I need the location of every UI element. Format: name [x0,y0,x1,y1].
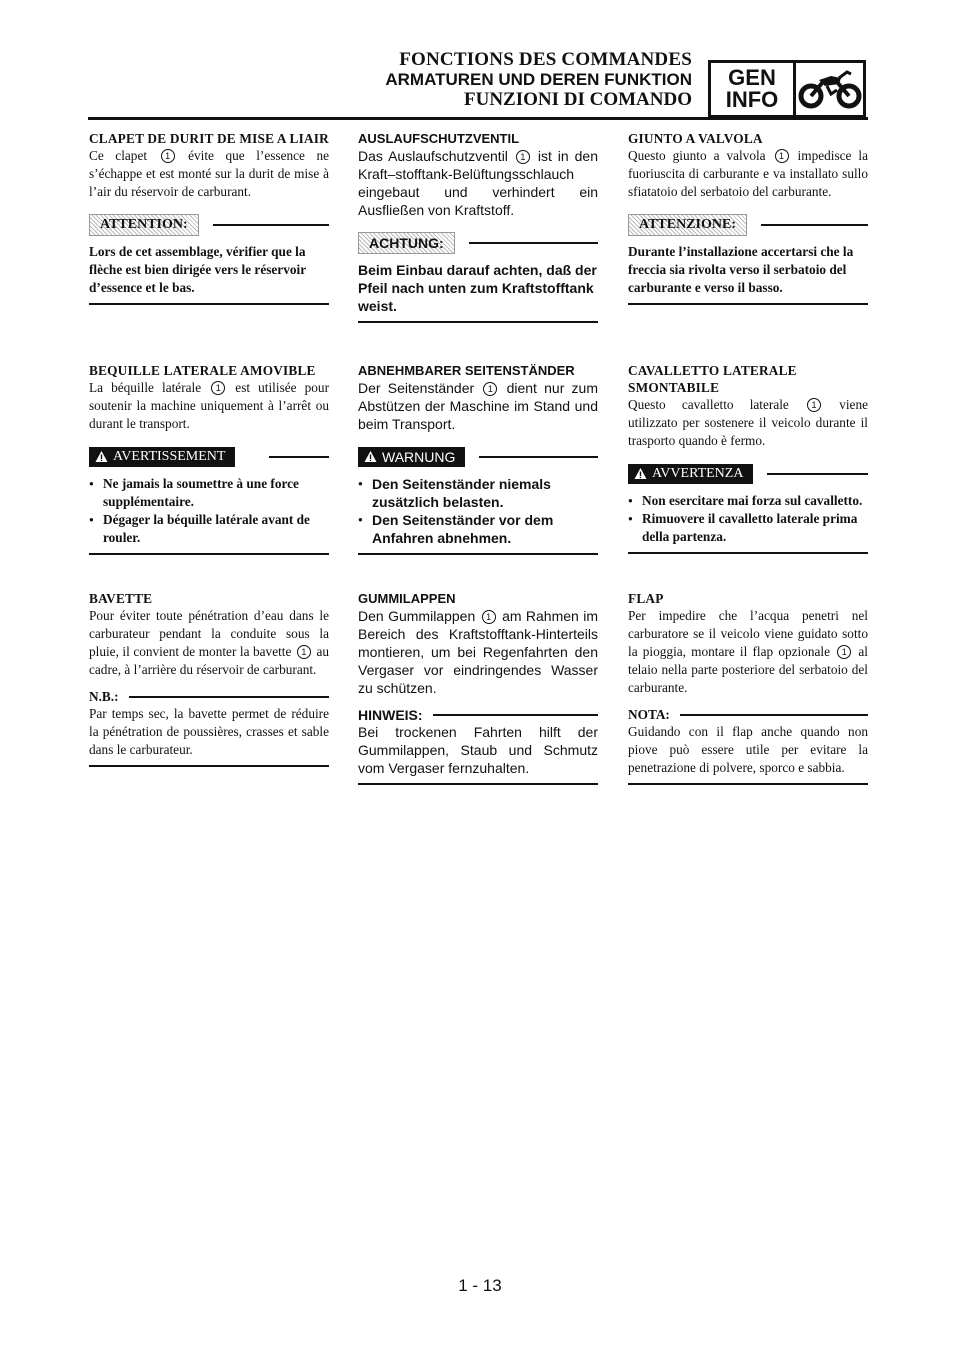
fr-s1-text: Ce clapet 1 évite que l’essence ne s’échappe et est monté sur la durit de mise à l’air du réservoir de carburant. [89,148,330,199]
de-s2-warning-list [358,475,598,555]
warning-triangle-icon [364,450,377,463]
it-s3-note-header [628,707,868,723]
badge-line1: GEN [728,65,776,90]
de-s2-bullet-2: ● Den Seitenständer vor dem Anfahren abnehmen. [358,511,598,547]
it-s3-note-text: Guidando con il flap anche quando non piove può essere utile per evitare la penetrazione di polvere, sporco e sabbia. [628,723,868,785]
warning-triangle-icon [634,467,647,480]
de-s1-warning-header [358,231,598,255]
de-achtung-label: ACHTUNG: [358,232,455,254]
de-section-seitenstaender [358,362,598,555]
de-s2-heading: ABNEHMBARER SEITENSTÄNDER [358,363,575,378]
de-hinweis-label: HINWEIS: [358,707,423,723]
de-section-ventil [358,130,598,323]
de-s2-text: Der Seitenständer 1 dient nur zum Abstützen der Maschine im Stand und beim Transport. [358,380,599,432]
fr-s3-note-header [89,689,329,705]
header-titles [385,50,692,110]
fr-s2-warning-list [89,475,329,555]
fr-section-clapet [89,130,329,305]
it-s1-warning-header [628,213,868,237]
de-s3-text: Den Gummilappen 1 am Rahmen im Bereich des Kraftstofftank-Hinterteils montieren, um bei Regenfahrten den Vergaser vor eindringendes Wasser zu schützen. [358,608,599,696]
fr-s2-warning-header [89,445,329,469]
de-section-gummilappen [358,590,598,785]
it-s2-bullet-2: ● Rimuovere il cavalletto laterale prima della partenza. [628,510,868,546]
fr-avertissement-label: AVERTISSEMENT [89,447,235,467]
it-section-flap [628,590,868,785]
header-rule [88,117,868,120]
de-warnung-label: WARNUNG [358,447,465,467]
it-s3-heading: FLAP [628,591,664,606]
it-s2-warning-list [628,492,868,554]
it-s2-warning-header [628,462,868,486]
fr-s2-bullet-1: ● Ne jamais la soumettre à une force supplémentaire. [89,475,329,511]
de-s3-heading: GUMMILAPPEN [358,591,456,606]
de-s2-warning-header [358,445,598,469]
page-number: 1 - 13 [458,1276,502,1295]
it-s2-bullet-1: ● Non esercitare mai forza sul cavalletto. [628,492,868,510]
fr-s3-note-text: Par temps sec, la bavette permet de réduire la pénétration de poussières, crasses et sable dans le carburateur. [89,705,329,767]
fr-s2-heading: BEQUILLE LATERALE AMOVIBLE [89,363,316,378]
it-s2-heading: CAVALLETTO LATERALE SMONTABILE [628,363,797,395]
de-s3-note-header [358,707,598,723]
it-s1-warning-text: Durante l’installazione accertarsi che la freccia sia rivolta verso il serbatoio del carburante e verso il basso. [628,243,868,305]
motorcycle-icon [796,63,863,115]
ref-number-badge: 1 [161,149,175,163]
it-s1-text: Questo giunto a valvola 1 impedisce la fuoriuscita di carburante e va installato sullo sfiatatoio del serbatoio del carburante. [628,148,868,199]
title-de: ARMATUREN UND DEREN FUNKTION [385,70,692,89]
de-s2-bullet-1: ● Den Seitenständer niemals zusätzlich belasten. [358,475,598,511]
fr-s3-text: Pour éviter toute pénétration d’eau dans le carburateur pendant la conduite sous la pluie, il convient de monter la bavette 1 au cadre, à l’arrière du réservoir de carburant. [89,608,330,677]
gen-info-text [711,63,796,115]
fr-s2-text: La béquille latérale 1 est utilisée pour soutenir la machine uniquement à l’arrêt ou durant le transport. [89,380,329,431]
it-section-giunto [628,130,868,305]
fr-section-bequille [89,362,329,555]
de-s1-warning-text: Beim Einbau darauf achten, daß der Pfeil nach unten zum Kraftstofftank weist. [358,261,598,323]
it-s2-text: Questo cavalletto laterale 1 viene utilizzato per sostenere il veicolo durante il trasporto quando è fermo. [628,397,869,448]
badge-line2: INFO [725,87,779,112]
warning-triangle-icon [95,450,108,463]
title-fr: FONCTIONS DES COMMANDES [399,49,692,70]
gen-info-badge [708,60,866,118]
fr-s2-bullet-2: ● Dégager la béquille latérale avant de rouler. [89,511,329,547]
it-section-cavalletto [628,362,868,554]
it-nota-label: NOTA: [628,707,670,722]
fr-s1-warning-header [89,213,329,237]
it-s3-text: Per impedire che l’acqua penetri nel carburatore se il veicolo viene guidato sotto la pioggia, montare il flap opzionale 1 al telaio nella parte posteriore del serbatoio del carburante. [628,608,868,695]
title-it: FUNZIONI DI COMANDO [464,89,692,110]
it-attenzione-label: ATTENZIONE: [628,214,747,236]
de-s1-text: Das Auslaufschutzventil 1 ist in den Kraft–stofftank-Belüftungsschlauch eingebaut und verhindert ein Ausfließen von Kraftstoff. [358,148,598,218]
it-s1-heading: GIUNTO A VALVOLA [628,131,763,146]
fr-nb-label: N.B.: [89,689,119,704]
de-s3-note-text: Bei trockenen Fahrten hilft der Gummilappen, Staub und Schmutz vom Vergaser fernzuhalten. [358,723,598,785]
fr-s1-heading: CLAPET DE DURIT DE MISE A LIAIR [89,131,329,146]
fr-s3-heading: BAVETTE [89,591,153,606]
it-avvertenza-label: AVVERTENZA [628,464,753,484]
de-s1-heading: AUSLAUFSCHUTZVENTIL [358,131,520,146]
fr-s1-warning-text: Lors de cet assemblage, vérifier que la flèche est bien dirigée vers le réservoir d’essence et le bas. [89,243,329,305]
fr-attention-label: ATTENTION: [89,214,199,236]
fr-section-bavette [89,590,329,767]
